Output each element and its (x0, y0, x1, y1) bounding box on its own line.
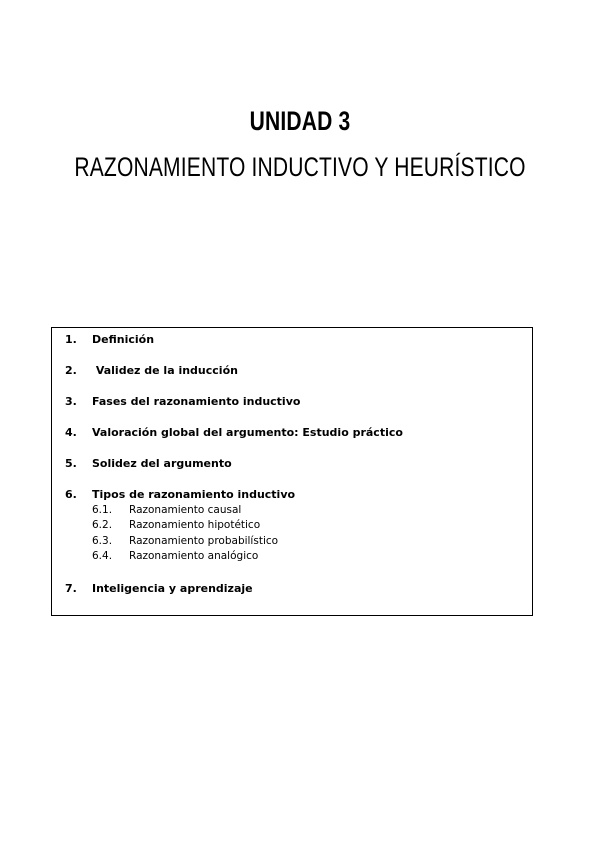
table-of-contents (51, 327, 533, 616)
toc-item-number: 5. (65, 457, 77, 470)
toc-item-label: Fases del razonamiento inductivo (92, 395, 301, 408)
toc-item-label: Valoración global del argumento: Estudio práctico (92, 426, 403, 439)
toc-subitem-number: 6.1. (92, 504, 113, 516)
toc-subitem-number: 6.3. (92, 535, 113, 547)
toc-subitem-number: 6.4. (92, 550, 113, 562)
toc-subitem-number: 6.2. (92, 519, 113, 531)
toc-subitem-label: Razonamiento analógico (129, 550, 259, 562)
toc-item-number: 6. (65, 488, 77, 501)
toc-subitem-label: Razonamiento causal (129, 504, 242, 516)
toc-item-label: Tipos de razonamiento inductivo (92, 488, 296, 501)
unit-title: UNIDAD 3 (249, 106, 351, 136)
toc-item-label: Solidez del argumento (92, 457, 232, 470)
toc-item-label: Validez de la inducción (92, 364, 238, 377)
toc-item-number: 7. (65, 582, 77, 595)
toc-item-number: 2. (65, 364, 77, 377)
toc-item-label: Inteligencia y aprendizaje (92, 582, 253, 595)
toc-item-label: Definición (92, 333, 155, 346)
toc-item-number: 3. (65, 395, 77, 408)
toc-item-number: 1. (65, 333, 77, 346)
toc-subitem-label: Razonamiento hipotético (129, 519, 261, 531)
unit-subtitle: RAZONAMIENTO INDUCTIVO Y HEURÍSTICO (74, 152, 526, 182)
toc-item-number: 4. (65, 426, 77, 439)
toc-subitem-label: Razonamiento probabilístico (129, 535, 279, 547)
